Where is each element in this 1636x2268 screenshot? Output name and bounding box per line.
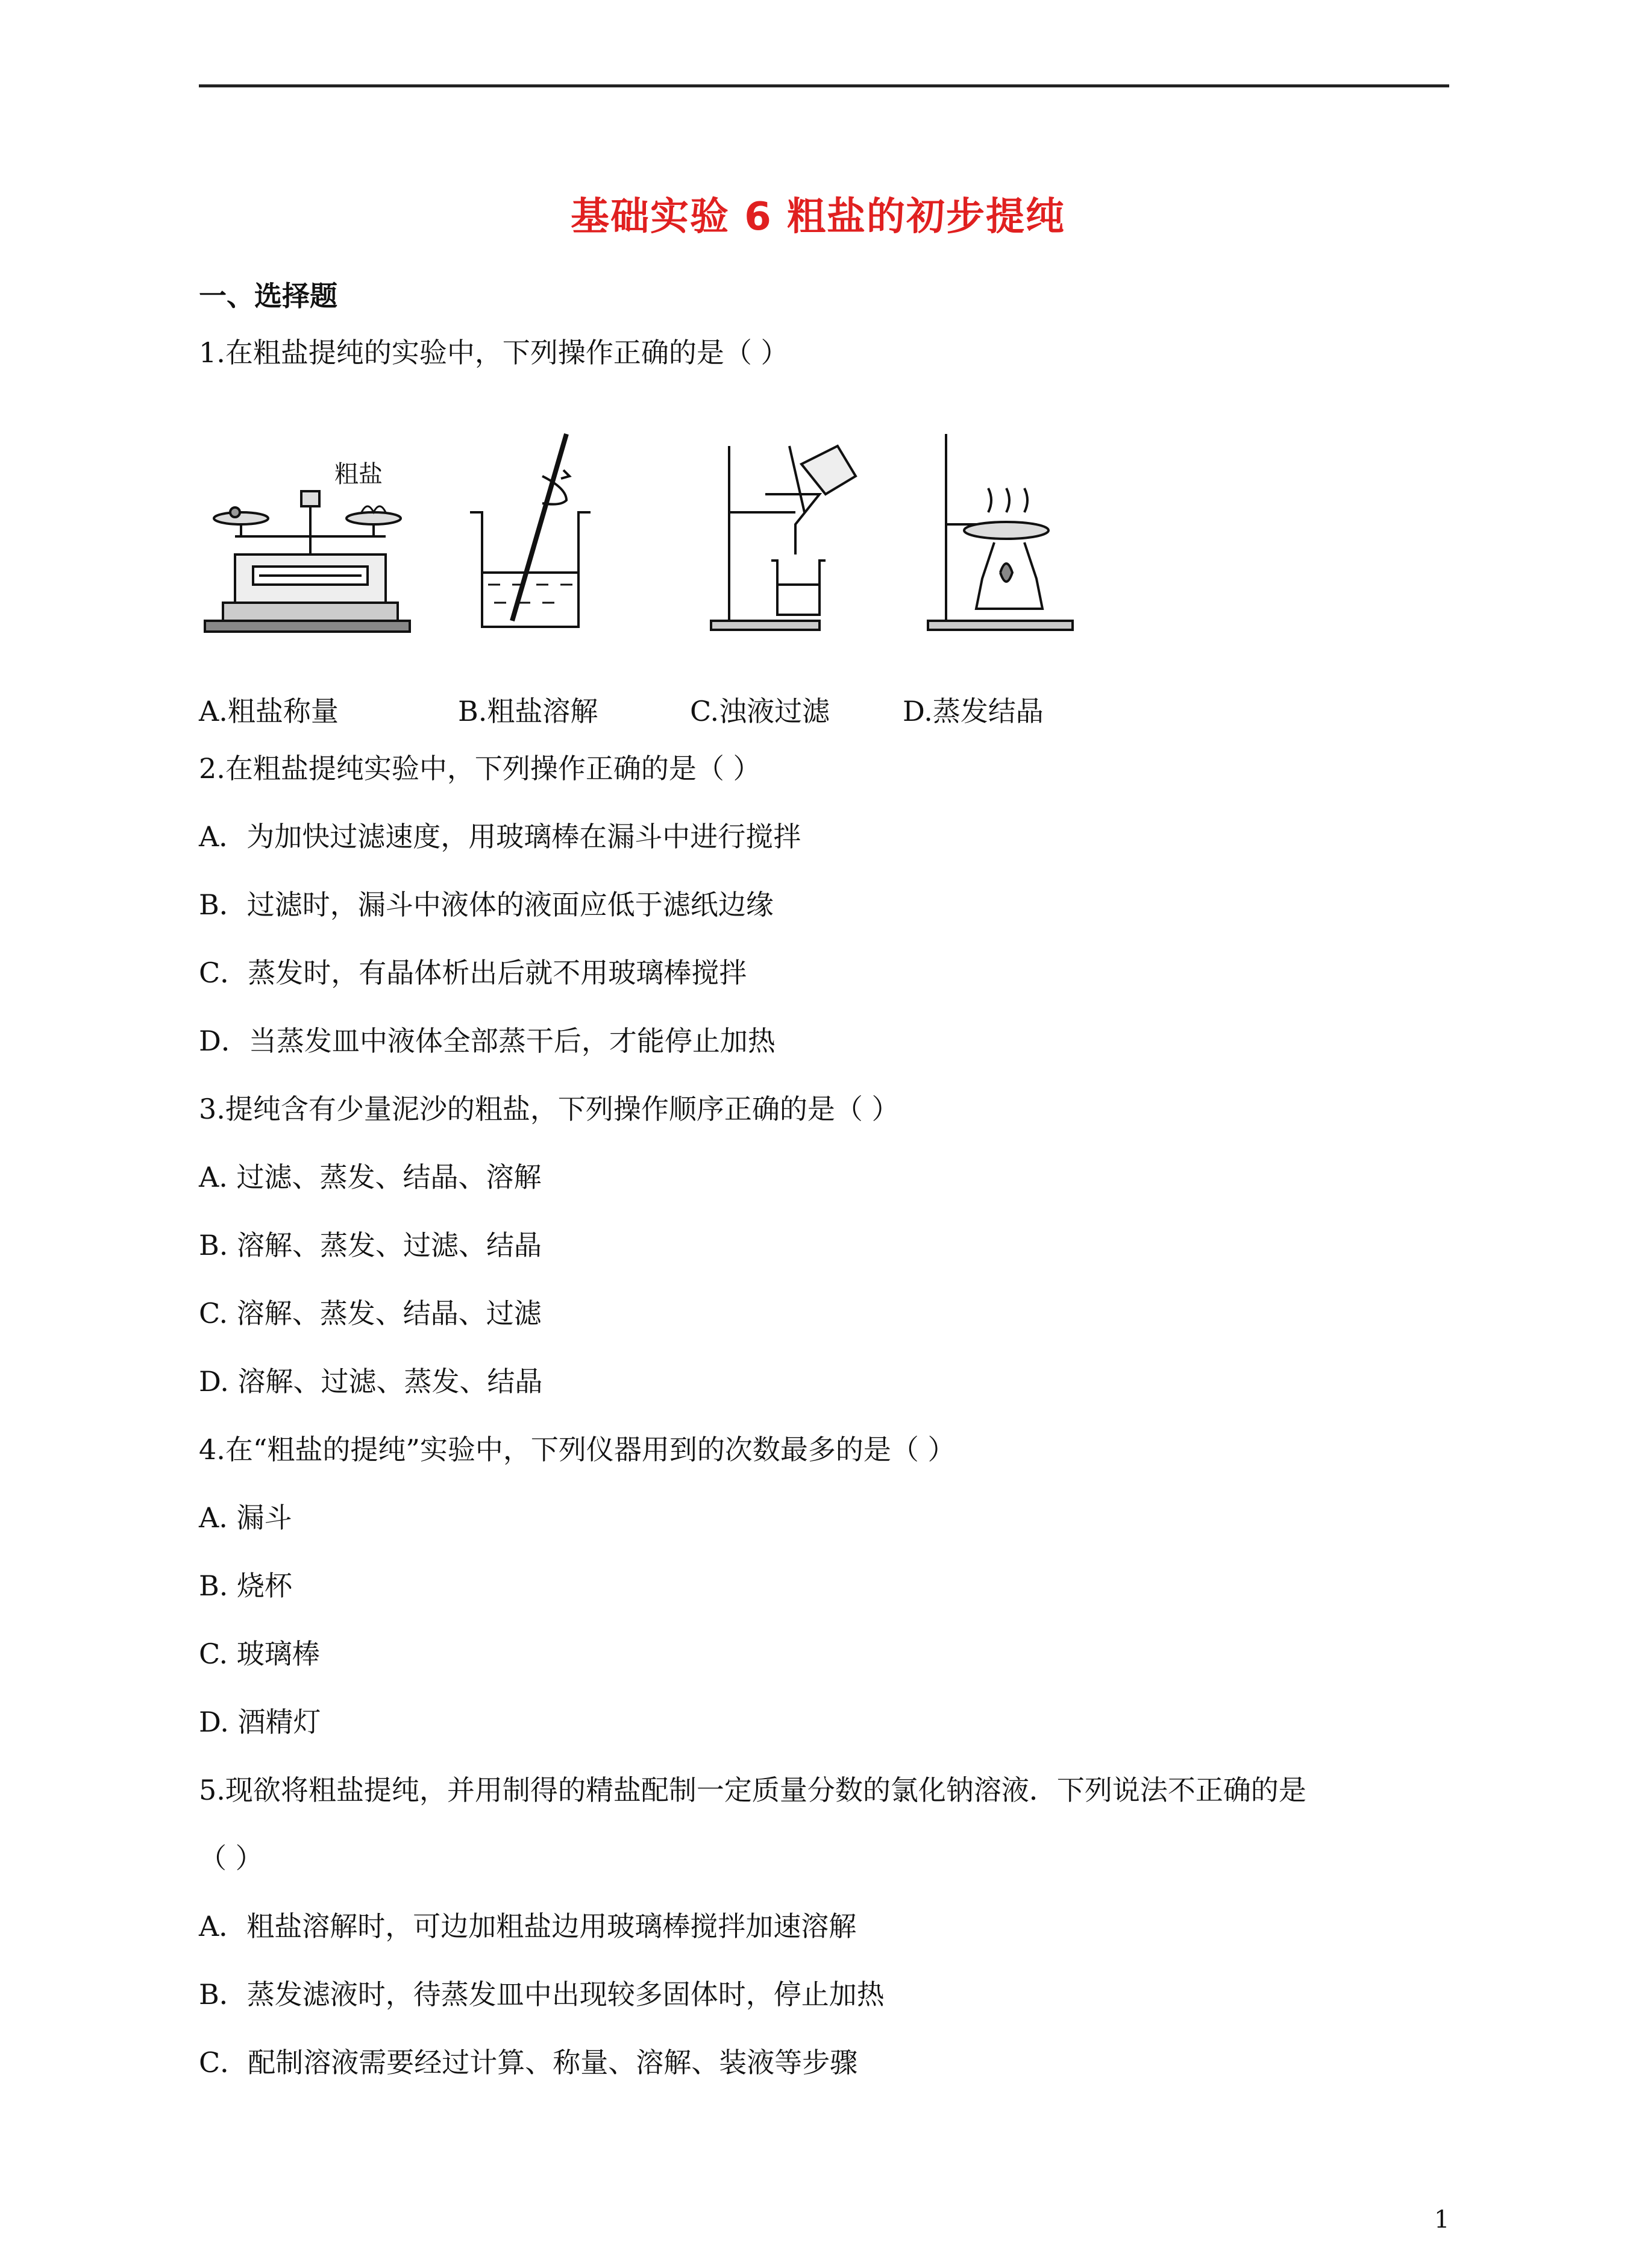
question-3-stem: 3.提纯含有少量泥沙的粗盐，下列操作顺序正确的是（ ）	[199, 1093, 900, 1125]
q2-option-a: A．为加快过滤速度，用玻璃棒在漏斗中进行搅拌	[199, 820, 801, 853]
question-1-stem: 1.在粗盐提纯的实验中，下列操作正确的是（ ）	[199, 336, 789, 369]
q2-option-d: D．当蒸发皿中液体全部蒸干后，才能停止加热	[199, 1025, 776, 1057]
q4-option-c: C. 玻璃棒	[199, 1638, 320, 1670]
q4-option-a: A. 漏斗	[199, 1501, 292, 1534]
question-2-stem: 2.在粗盐提纯实验中，下列操作正确的是（ ）	[199, 752, 761, 785]
page-title: 基础实验 6 粗盐的初步提纯	[570, 195, 1066, 239]
q1-option-d: D.蒸发结晶	[903, 695, 1044, 727]
question-5-stem: 5.现欲将粗盐提纯，并用制得的精盐配制一定质量分数的氯化钠溶液．下列说法不正确的是	[199, 1774, 1306, 1806]
question-4-stem: 4.在“粗盐的提纯”实验中，下列仪器用到的次数最多的是（ ）	[199, 1433, 956, 1466]
q5-option-c: C．配制溶液需要经过计算、称量、溶解、装液等步骤	[199, 2046, 858, 2079]
section-heading: 一、选择题	[199, 280, 337, 312]
q3-option-d: D. 溶解、过滤、蒸发、结晶	[199, 1365, 543, 1398]
q1-option-b: B.粗盐溶解	[458, 695, 598, 727]
question-1-figures	[199, 422, 1103, 639]
q3-option-b: B. 溶解、蒸发、过滤、结晶	[199, 1229, 542, 1261]
question-5-stem-cont: （ ）	[199, 1842, 263, 1874]
q1-option-a: A.粗盐称量	[199, 695, 339, 727]
evaporation-figure	[922, 422, 1103, 639]
header-rule	[199, 84, 1449, 87]
q1-option-c: C.浊液过滤	[690, 695, 830, 727]
balance-figure	[199, 422, 416, 639]
dissolving-figure	[458, 422, 615, 639]
salt-label: 粗盐	[334, 460, 383, 488]
filtration-figure	[705, 422, 886, 639]
q2-option-b: B．过滤时，漏斗中液体的液面应低于滤纸边缘	[199, 888, 774, 921]
q3-option-c: C. 溶解、蒸发、结晶、过滤	[199, 1297, 542, 1330]
q5-option-a: A．粗盐溶解时，可边加粗盐边用玻璃棒搅拌加速溶解	[199, 1910, 857, 1943]
q3-option-a: A. 过滤、蒸发、结晶、溶解	[199, 1161, 542, 1193]
page-number: 1	[1434, 2206, 1450, 2234]
q4-option-b: B. 烧杯	[199, 1569, 293, 1602]
q5-option-b: B．蒸发滤液时，待蒸发皿中出现较多固体时，停止加热	[199, 1978, 885, 2011]
q4-option-d: D. 酒精灯	[199, 1706, 321, 1738]
q2-option-c: C．蒸发时，有晶体析出后就不用玻璃棒搅拌	[199, 957, 747, 989]
